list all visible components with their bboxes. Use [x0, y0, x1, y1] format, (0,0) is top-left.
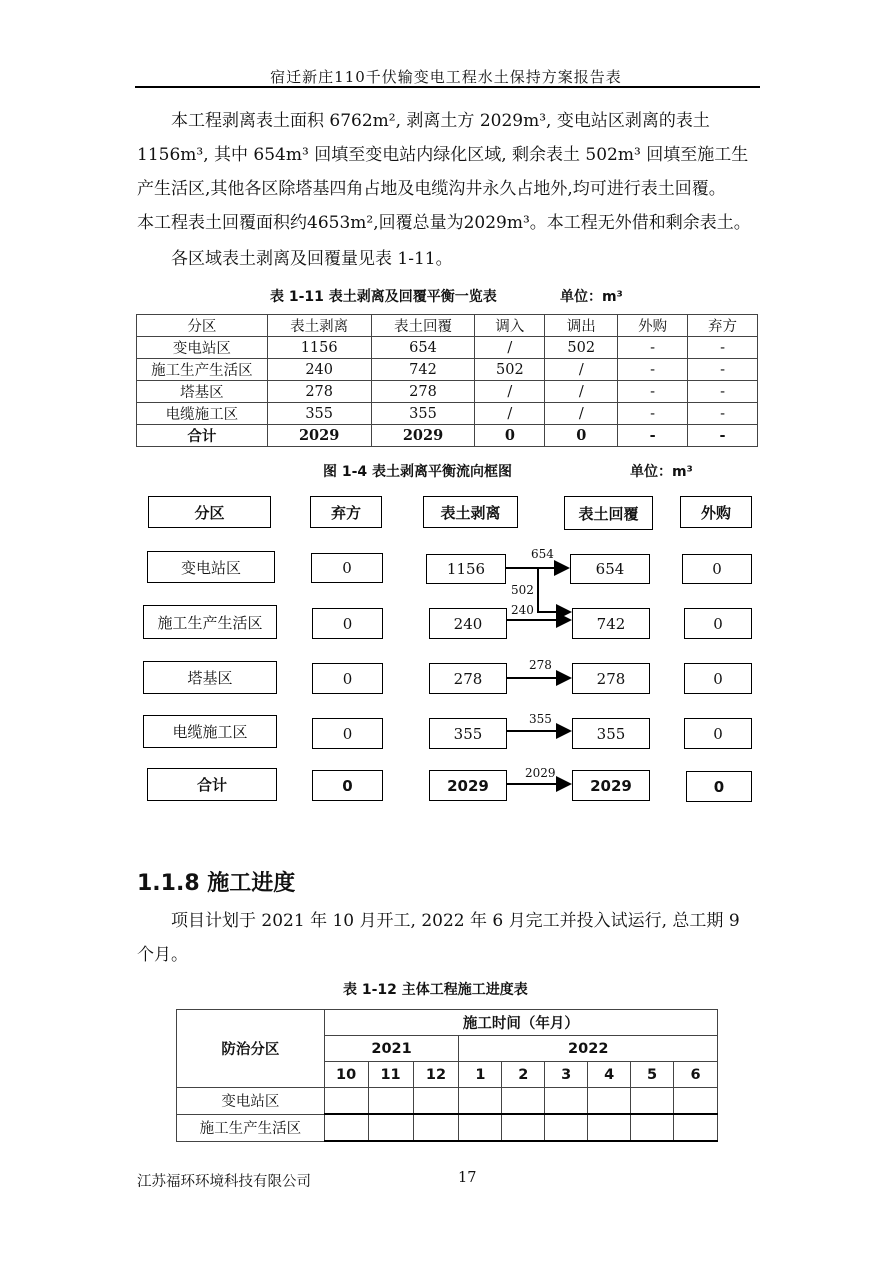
section-para-line-1: 项目计划于 2021 年 10 月开工, 2022 年 6 月完工并投入试运行, 总工期 9: [171, 911, 740, 931]
flow-buy-box: 0: [682, 554, 752, 584]
table-cell: -: [618, 425, 688, 447]
table-cell: 2029: [267, 425, 371, 447]
figure-caption: 图 1-4 表土剥离平衡流向框图: [323, 464, 513, 480]
table2-year: 2021: [324, 1036, 459, 1062]
table-cell: 278: [371, 381, 475, 403]
table-cell: 654: [371, 337, 475, 359]
schedule-bar-cell: [502, 1088, 545, 1115]
table1-header: 外购: [618, 315, 688, 337]
table-cell: -: [688, 359, 758, 381]
table2-month: 6: [673, 1062, 717, 1088]
schedule-bar-cell: [413, 1088, 459, 1115]
table2-zone: 施工生产生活区: [177, 1114, 325, 1141]
flow-strip-box: 1156: [426, 554, 506, 584]
table2-time-header: 施工时间（年月）: [324, 1010, 717, 1036]
table-cell: 502: [545, 337, 618, 359]
table-cell: /: [545, 381, 618, 403]
page-number: 17: [458, 1170, 477, 1186]
schedule-bar-cell: [588, 1114, 631, 1141]
flow-buy-box: 0: [684, 718, 752, 749]
table2-month: 11: [368, 1062, 413, 1088]
table-1-12: [176, 1009, 718, 1142]
flow-zone-box: 塔基区: [143, 661, 277, 694]
table-cell: 施工生产生活区: [137, 359, 268, 381]
flow-cover-box: 654: [570, 554, 650, 584]
table-cell: 1156: [267, 337, 371, 359]
flow-zone-box: 合计: [147, 768, 277, 801]
flow-strip-box: 240: [429, 608, 507, 639]
table1-header: 弃方: [688, 315, 758, 337]
table-cell: 电缆施工区: [137, 403, 268, 425]
table-cell: -: [618, 337, 688, 359]
table-cell: 变电站区: [137, 337, 268, 359]
flow-strip-box: 2029: [429, 770, 507, 801]
table-cell: -: [618, 403, 688, 425]
table-cell: -: [688, 337, 758, 359]
table1-header: 调出: [545, 315, 618, 337]
flow-label: 240: [511, 603, 534, 617]
table-cell: 240: [267, 359, 371, 381]
flow-cover-box: 355: [572, 718, 650, 749]
table2-zone: 变电站区: [177, 1088, 325, 1115]
schedule-bar-cell: [413, 1114, 459, 1141]
table-cell: /: [545, 359, 618, 381]
table-cell: 355: [371, 403, 475, 425]
page-header: 宿迁新庄110千伏输变电工程水土保持方案报告表: [270, 68, 622, 86]
para-line-1: 本工程剥离表土面积 6762m², 剥离土方 2029m³, 变电站区剥离的表土: [171, 111, 710, 131]
table-cell: -: [618, 381, 688, 403]
section-title: 1.1.8 施工进度: [137, 871, 296, 896]
table-row: [177, 1088, 718, 1115]
flow-label: 2029: [525, 766, 556, 780]
flow-header-strip: 表土剥离: [423, 496, 518, 528]
schedule-bar-cell: [673, 1088, 717, 1115]
para-line-3: 产生活区,其他各区除塔基四角占地及电缆沟井永久占地外,均可进行表土回覆。: [137, 179, 726, 199]
flow-cover-box: 2029: [572, 770, 650, 801]
table-cell: 合计: [137, 425, 268, 447]
flow-header-buy: 外购: [680, 496, 752, 528]
flow-buy-box: 0: [686, 771, 752, 802]
flow-label: 278: [529, 658, 552, 672]
flow-waste-box: 0: [312, 718, 383, 749]
flow-buy-box: 0: [684, 663, 752, 694]
table1-header: 表土回覆: [371, 315, 475, 337]
table-cell: 0: [475, 425, 545, 447]
table-cell: /: [545, 403, 618, 425]
flow-zone-box: 变电站区: [147, 551, 275, 583]
flow-waste-box: 0: [312, 608, 383, 639]
schedule-bar-cell: [631, 1114, 674, 1141]
table-cell: /: [475, 337, 545, 359]
schedule-bar-cell: [588, 1088, 631, 1115]
schedule-bar-cell: [502, 1114, 545, 1141]
figure-unit: 单位：m³: [630, 464, 693, 480]
schedule-bar-cell: [368, 1114, 413, 1141]
table1-unit: 单位：m³: [560, 289, 623, 305]
table1-header: 表土剥离: [267, 315, 371, 337]
flow-waste-box: 0: [312, 663, 383, 694]
table2-caption: 表 1-12 主体工程施工进度表: [343, 982, 528, 998]
table-cell: 2029: [371, 425, 475, 447]
table-cell: 742: [371, 359, 475, 381]
para-2: 各区域表土剥离及回覆量见表 1-11。: [171, 249, 453, 269]
flow-waste-box: 0: [311, 553, 383, 583]
flow-label: 654: [531, 547, 554, 561]
para-line-4: 本工程表土回覆面积约4653m²,回覆总量为2029m³。本工程无外借和剩余表土。: [137, 213, 751, 233]
flow-label: 355: [529, 712, 552, 726]
table1-caption: 表 1-11 表土剥离及回覆平衡一览表: [270, 289, 497, 305]
table2-month: 2: [502, 1062, 545, 1088]
table1-header: 调入: [475, 315, 545, 337]
section-para-line-2: 个月。: [137, 945, 188, 965]
flow-zone-box: 电缆施工区: [143, 715, 277, 748]
table2-month: 4: [588, 1062, 631, 1088]
flow-strip-box: 355: [429, 718, 507, 749]
flow-zone-box: 施工生产生活区: [143, 605, 277, 639]
flow-header-zone: 分区: [148, 496, 271, 528]
flow-buy-box: 0: [684, 608, 752, 639]
table-cell: 355: [267, 403, 371, 425]
table2-month: 1: [459, 1062, 502, 1088]
schedule-bar-cell: [673, 1114, 717, 1141]
table-cell: -: [618, 359, 688, 381]
flow-strip-box: 278: [429, 663, 507, 694]
table1-header: 分区: [137, 315, 268, 337]
flow-cover-box: 742: [572, 608, 650, 639]
table2-month: 10: [324, 1062, 368, 1088]
flow-header-cover: 表土回覆: [564, 496, 653, 530]
table-cell: 0: [545, 425, 618, 447]
schedule-bar-cell: [324, 1088, 368, 1115]
schedule-bar-cell: [459, 1088, 502, 1115]
flow-header-waste: 弃方: [310, 496, 382, 528]
table-cell: 塔基区: [137, 381, 268, 403]
table-cell: -: [688, 381, 758, 403]
table2-year: 2022: [459, 1036, 718, 1062]
flow-cover-box: 278: [572, 663, 650, 694]
flow-waste-box: 0: [312, 770, 383, 801]
schedule-bar-cell: [459, 1114, 502, 1141]
schedule-bar-cell: [545, 1114, 588, 1141]
table-row: [177, 1114, 718, 1141]
footer-company: 江苏福环环境科技有限公司: [137, 1174, 311, 1190]
schedule-bar-cell: [368, 1088, 413, 1115]
table2-month: 12: [413, 1062, 459, 1088]
table-cell: /: [475, 381, 545, 403]
table2-month: 5: [631, 1062, 674, 1088]
schedule-bar-cell: [324, 1114, 368, 1141]
flow-arrow-502: [538, 568, 570, 612]
table2-zone-header: 防治分区: [177, 1010, 325, 1088]
table-cell: -: [688, 425, 758, 447]
table-cell: 502: [475, 359, 545, 381]
flow-label: 502: [511, 583, 534, 597]
table2-month: 3: [545, 1062, 588, 1088]
schedule-bar-cell: [545, 1088, 588, 1115]
para-line-2: 1156m³, 其中 654m³ 回填至变电站内绿化区域, 剩余表土 502m³ 回填至施工生: [137, 145, 749, 165]
table-cell: 278: [267, 381, 371, 403]
table-cell: /: [475, 403, 545, 425]
table-cell: -: [688, 403, 758, 425]
schedule-bar-cell: [631, 1088, 674, 1115]
